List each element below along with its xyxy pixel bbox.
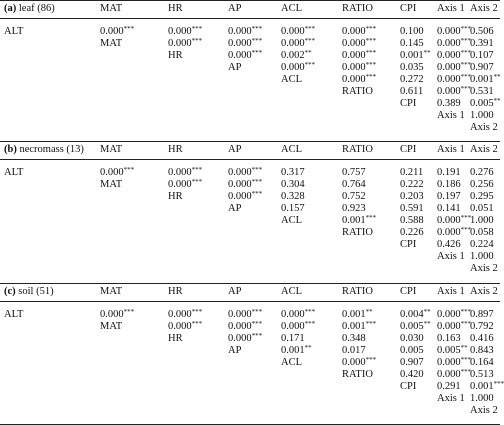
section-top-rule [0, 283, 500, 284]
table-cell: 0.035 [400, 62, 424, 73]
table-cell: 0.001** [342, 308, 373, 320]
table-cell: 0.272 [400, 74, 424, 85]
row-label: ALT [4, 167, 24, 178]
table-cell: 0.907 [470, 62, 494, 73]
table-cell: 0.005 [400, 345, 424, 356]
table-cell: 0.000*** [437, 368, 472, 380]
table-cell: MAT [100, 321, 123, 332]
table-cell: 0.000*** [342, 73, 377, 85]
table-cell: 0.000*** [437, 25, 472, 37]
table-cell: 0.000*** [228, 166, 263, 178]
table-cell: 0.001** [400, 49, 431, 61]
table-cell: Axis 2 [470, 122, 498, 133]
table-cell: 0.203 [400, 191, 424, 202]
column-header: MAT [100, 286, 123, 297]
table-cell: 0.000*** [281, 320, 316, 332]
table-cell: 0.000*** [228, 308, 263, 320]
table-cell: 0.000*** [168, 178, 203, 190]
table-cell: 0.163 [437, 333, 461, 344]
table-cell: 0.000*** [342, 61, 377, 73]
section-title: (c) soil (51) [4, 286, 54, 297]
table-cell: 0.897 [470, 309, 494, 320]
table-cell: 0.000*** [100, 25, 135, 37]
table-cell: 0.001*** [342, 214, 377, 226]
table-cell: AP [228, 203, 242, 214]
column-header: RATIO [342, 3, 373, 14]
table-cell: 0.051 [470, 203, 494, 214]
table-cell: 0.001*** [342, 320, 377, 332]
table-cell: 0.107 [470, 50, 494, 61]
table-cell: 0.256 [470, 179, 494, 190]
column-header: CPI [400, 144, 417, 155]
table-cell: 0.222 [400, 179, 424, 190]
table-cell: ACL [281, 74, 302, 85]
table-cell: 0.001*** [470, 380, 504, 392]
table-cell: 0.923 [342, 203, 366, 214]
table-cell: 0.157 [281, 203, 305, 214]
table-cell: 0.757 [342, 167, 366, 178]
table-cell: 0.752 [342, 191, 366, 202]
table-cell: 0.211 [400, 167, 424, 178]
table-cell: CPI [400, 381, 417, 392]
table-cell: 0.191 [437, 167, 461, 178]
table-cell: 0.000*** [228, 178, 263, 190]
table-cell: 0.171 [281, 333, 305, 344]
table-cell: 0.000*** [437, 356, 472, 368]
table-cell: 0.000*** [437, 85, 472, 97]
table-cell: ACL [281, 357, 302, 368]
column-header: HR [168, 3, 183, 14]
table-cell: 0.186 [437, 179, 461, 190]
table-cell: 0.197 [437, 191, 461, 202]
table-cell: RATIO [342, 227, 373, 238]
table-cell: 0.000*** [437, 214, 472, 226]
table-cell: 0.304 [281, 179, 305, 190]
table-cell: 0.141 [437, 203, 461, 214]
table-cell: 0.531 [470, 86, 494, 97]
table-cell: 0.001** [470, 73, 501, 85]
table-cell: 0.000*** [228, 25, 263, 37]
table-cell: Axis 2 [470, 405, 498, 416]
table-cell: 0.591 [400, 203, 424, 214]
table-cell: Axis 1 [437, 393, 465, 404]
table-cell: 0.000*** [168, 320, 203, 332]
table-cell: 0.145 [400, 38, 424, 49]
column-header: RATIO [342, 286, 373, 297]
table-cell: 0.000*** [342, 25, 377, 37]
table-cell: 0.005** [400, 320, 431, 332]
table-cell: 0.506 [470, 26, 494, 37]
table-cell: 0.000*** [437, 49, 472, 61]
table-cell: 0.291 [437, 381, 461, 392]
table-cell: 0.000*** [437, 73, 472, 85]
column-header: Axis 2 [470, 144, 498, 155]
row-label: ALT [4, 26, 24, 37]
table-cell: 0.000*** [437, 320, 472, 332]
table-cell: 0.000*** [168, 308, 203, 320]
table-cell: HR [168, 333, 183, 344]
section-header-rule [0, 159, 500, 160]
table-cell: 0.317 [281, 167, 305, 178]
table-cell: 0.000*** [342, 37, 377, 49]
table-cell: 0.348 [342, 333, 366, 344]
table-cell: 0.058 [470, 227, 494, 238]
column-header: MAT [100, 144, 123, 155]
table-cell: 0.030 [400, 333, 424, 344]
table-cell: 1.000 [470, 251, 494, 262]
table-cell: Axis 1 [437, 251, 465, 262]
column-header: HR [168, 144, 183, 155]
row-label: ALT [4, 309, 24, 320]
table-cell: 0.000*** [281, 61, 316, 73]
column-header: CPI [400, 286, 417, 297]
table-cell: 0.226 [400, 227, 424, 238]
column-header: Axis 2 [470, 3, 498, 14]
table-cell: 0.000*** [281, 308, 316, 320]
table-cell: 0.000*** [168, 25, 203, 37]
section-header-rule [0, 18, 500, 19]
table-cell: MAT [100, 38, 123, 49]
table-cell: 0.295 [470, 191, 494, 202]
column-header: AP [228, 286, 242, 297]
column-header: Axis 2 [470, 286, 498, 297]
table-cell: 0.000*** [281, 37, 316, 49]
table-cell: 0.017 [342, 345, 366, 356]
table-cell: 0.005** [470, 97, 501, 109]
table-cell: 0.002** [281, 49, 312, 61]
table-cell: 1.000 [470, 393, 494, 404]
section-top-rule [0, 0, 500, 1]
column-header: ACL [281, 286, 302, 297]
table-cell: 0.000*** [437, 226, 472, 238]
column-header: ACL [281, 144, 302, 155]
table-cell: 0.000*** [437, 61, 472, 73]
table-cell: 0.426 [437, 239, 461, 250]
table-cell: 0.000*** [100, 308, 135, 320]
table-cell: HR [168, 50, 183, 61]
table-cell: 0.164 [470, 357, 494, 368]
column-header: ACL [281, 3, 302, 14]
table-cell: CPI [400, 98, 417, 109]
column-header: Axis 1 [437, 3, 465, 14]
table-cell: 0.000*** [168, 166, 203, 178]
column-header: Axis 1 [437, 286, 465, 297]
column-header: MAT [100, 3, 123, 14]
column-header: Axis 1 [437, 144, 465, 155]
table-cell: 0.611 [400, 86, 424, 97]
table-cell: 0.389 [437, 98, 461, 109]
table-cell: 0.276 [470, 167, 494, 178]
table-cell: RATIO [342, 369, 373, 380]
table-cell: 0.000*** [228, 320, 263, 332]
table-cell: 0.224 [470, 239, 494, 250]
table-cell: 0.004** [400, 308, 431, 320]
table-cell: 0.000*** [228, 332, 263, 344]
section-top-rule [0, 141, 500, 142]
table-cell: 0.513 [470, 369, 494, 380]
section-header-rule [0, 301, 500, 302]
table-cell: 0.000*** [168, 37, 203, 49]
table-cell: 0.005** [437, 344, 468, 356]
table-cell: CPI [400, 239, 417, 250]
table-cell: 0.000*** [100, 166, 135, 178]
table-cell: 0.420 [400, 369, 424, 380]
table-cell: MAT [100, 179, 123, 190]
table-cell: 0.764 [342, 179, 366, 190]
table-cell: 1.000 [470, 110, 494, 121]
column-header: AP [228, 144, 242, 155]
table-cell: AP [228, 62, 242, 73]
table-cell: Axis 1 [437, 110, 465, 121]
table-cell: ACL [281, 215, 302, 226]
table-cell: 0.907 [400, 357, 424, 368]
table-cell: HR [168, 191, 183, 202]
table-cell: 0.000*** [342, 49, 377, 61]
table-cell: AP [228, 345, 242, 356]
table-cell: 0.000*** [228, 37, 263, 49]
table-cell: 0.588 [400, 215, 424, 226]
table-cell: 0.000*** [437, 308, 472, 320]
table-cell: 0.000*** [281, 25, 316, 37]
table-cell: 0.328 [281, 191, 305, 202]
table-cell: 0.000*** [342, 356, 377, 368]
table-cell: 0.792 [470, 321, 494, 332]
table-cell: 0.000*** [228, 190, 263, 202]
table-cell: 1.000 [470, 215, 494, 226]
column-header: HR [168, 286, 183, 297]
table-cell: 0.416 [470, 333, 494, 344]
section-title: (a) leaf (86) [4, 3, 55, 14]
table-cell: 0.000*** [228, 49, 263, 61]
table-cell: 0.391 [470, 38, 494, 49]
table-cell: Axis 2 [470, 263, 498, 274]
section-title: (b) necromass (13) [4, 144, 84, 155]
table-cell: RATIO [342, 86, 373, 97]
column-header: AP [228, 3, 242, 14]
column-header: CPI [400, 3, 417, 14]
table-cell: 0.000*** [437, 37, 472, 49]
table-cell: 0.001** [281, 344, 312, 356]
column-header: RATIO [342, 144, 373, 155]
table-cell: 0.843 [470, 345, 494, 356]
table-cell: 0.100 [400, 26, 424, 37]
